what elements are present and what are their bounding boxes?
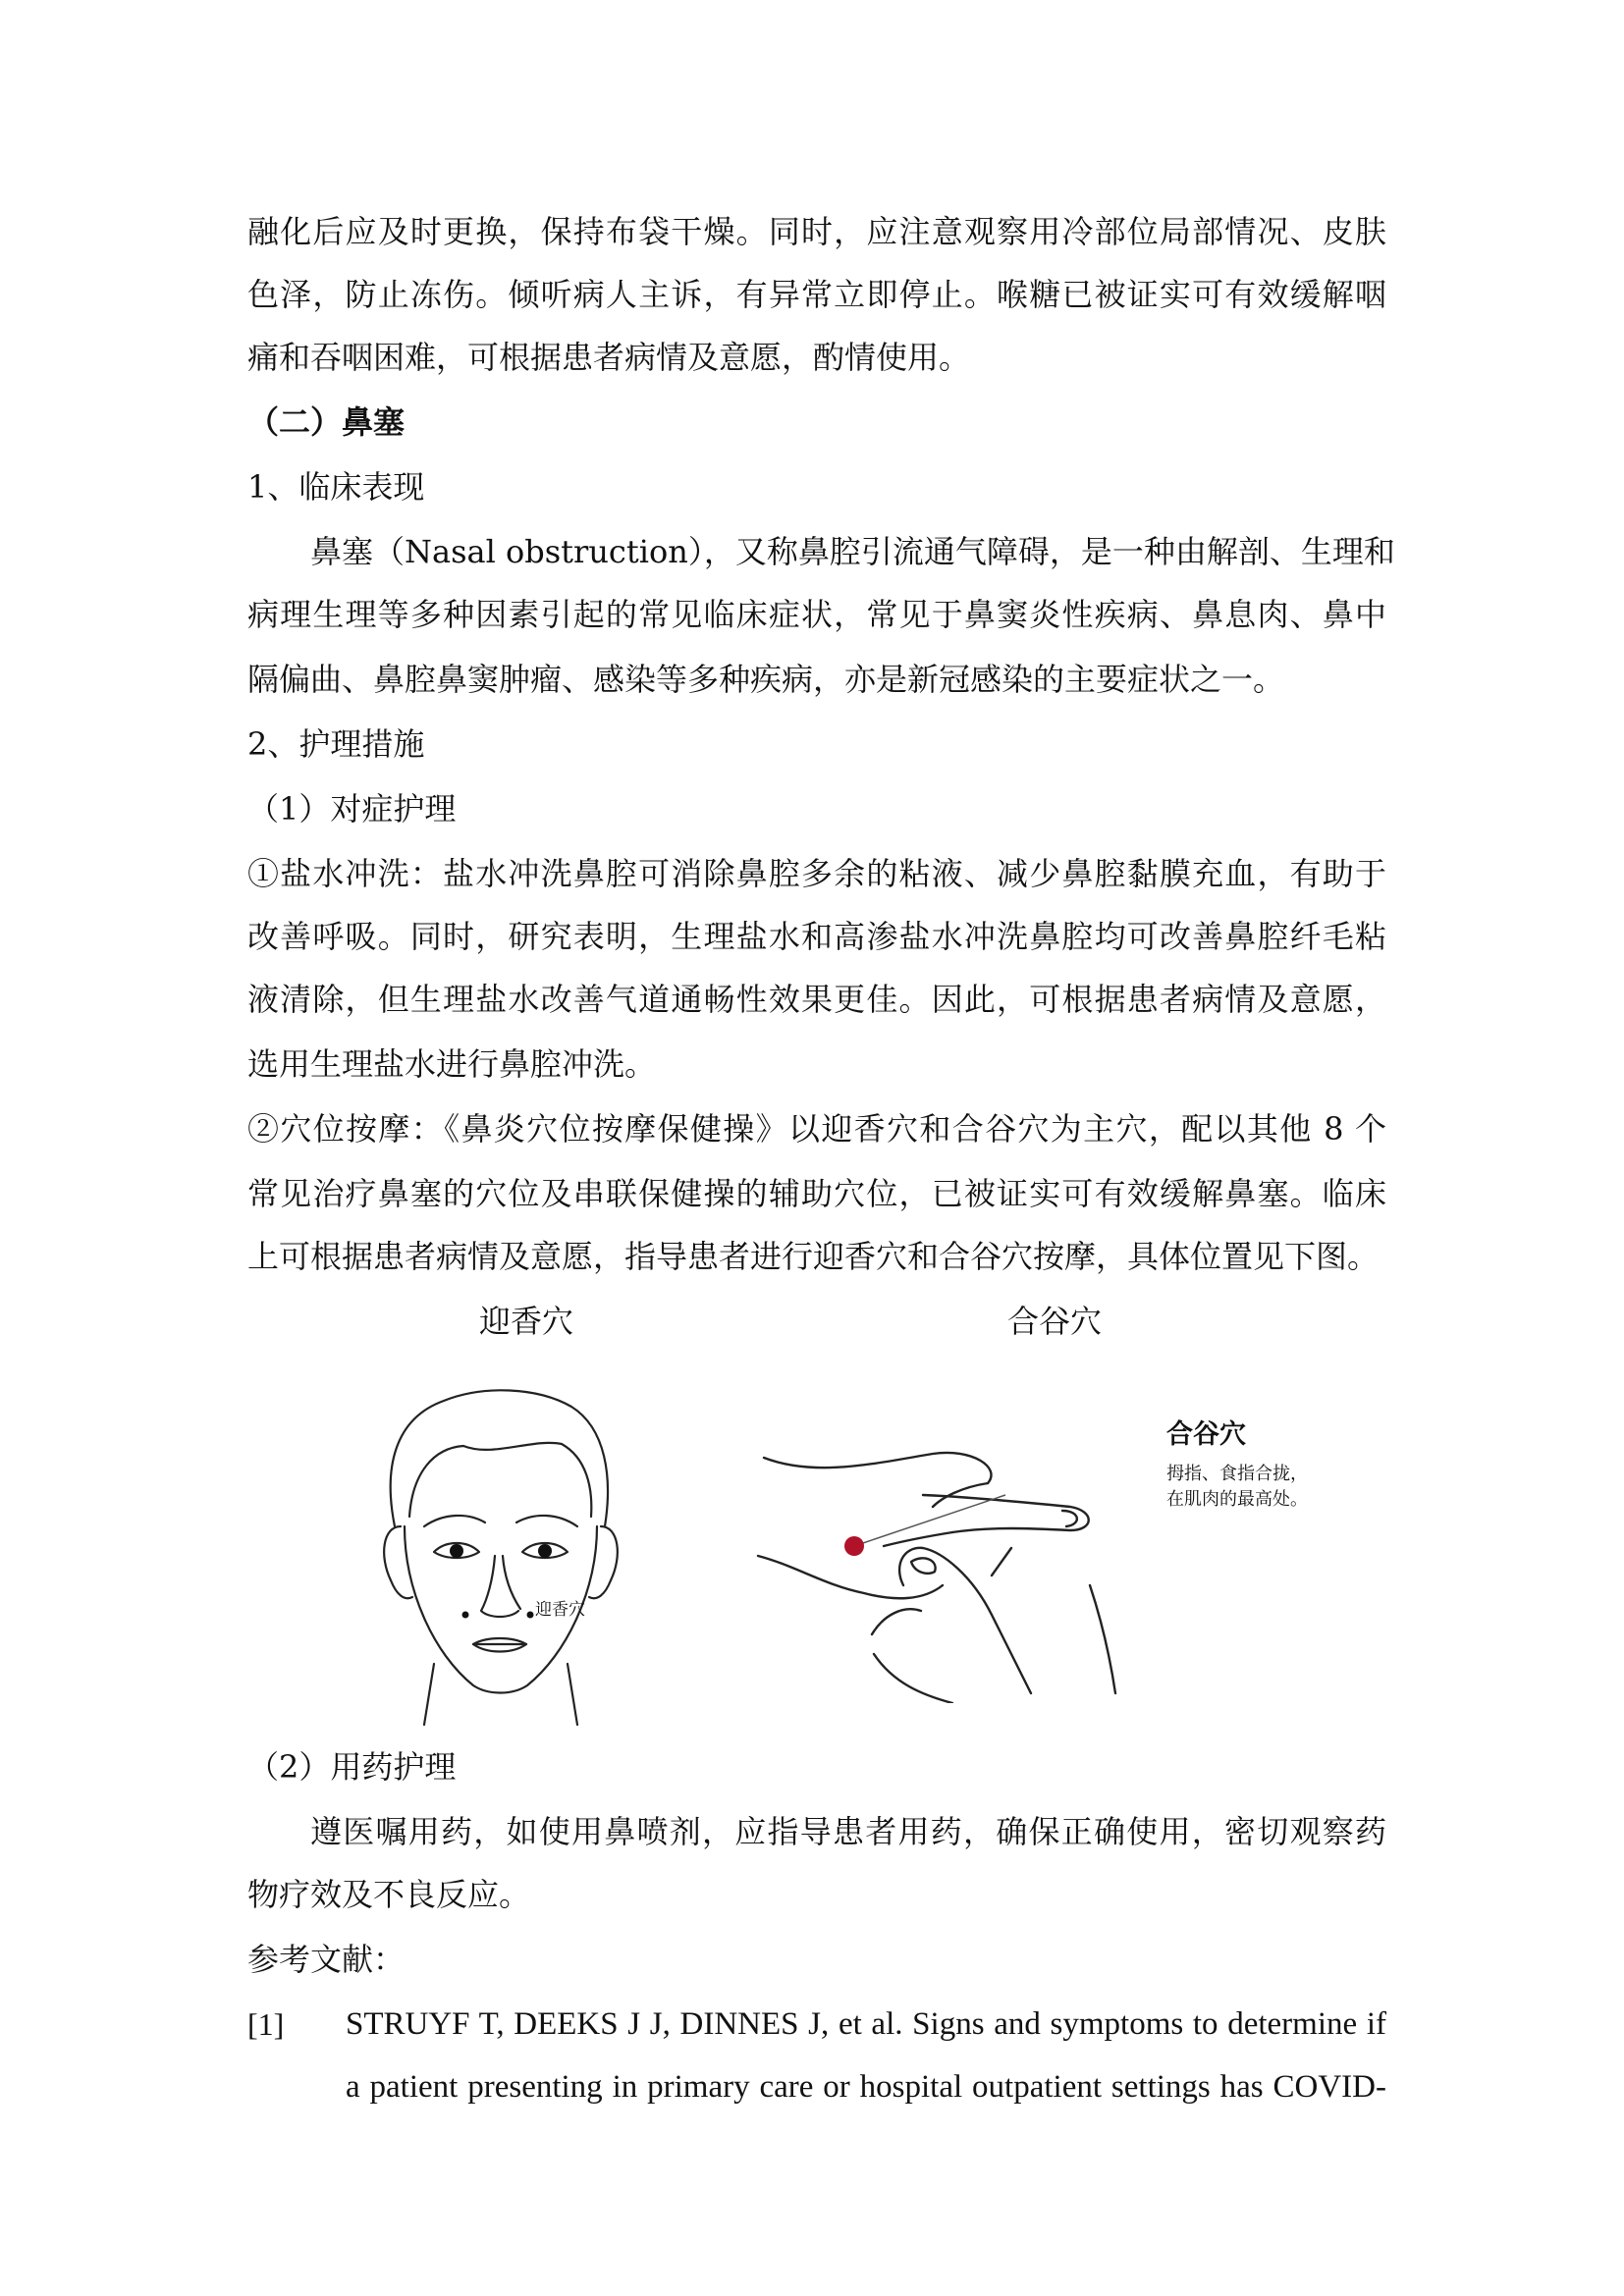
- paragraph-line: 痛和吞咽困难，可根据患者病情及意愿，酌情使用。: [247, 339, 971, 376]
- paragraph-line: 上可根据患者病情及意愿，指导患者进行迎香穴和合谷穴按摩，具体位置见下图。: [247, 1238, 1380, 1275]
- paragraph-line: 隔偏曲、鼻腔鼻窦肿瘤、感染等多种疾病，亦是新冠感染的主要症状之一。: [247, 661, 1285, 698]
- paragraph-line: 色泽，防止冻伤。倾听病人主诉，有异常立即停止。喉糖已被证实可有效缓解咽: [247, 276, 1386, 313]
- figure-caption-right: 合谷穴: [1007, 1303, 1103, 1340]
- paragraph-line: 遵医嘱用药，如使用鼻喷剂，应指导患者用药，确保正确使用，密切观察药: [310, 1813, 1386, 1850]
- subsection-heading: 1、临床表现: [247, 468, 425, 506]
- paragraph-line: 液清除，但生理盐水改善气道通畅性效果更佳。因此，可根据患者病情及意愿，: [247, 981, 1386, 1018]
- reference-number: [1]: [247, 2006, 285, 2042]
- references-heading: 参考文献：: [247, 1941, 406, 1978]
- yingxiang-point-right: [527, 1612, 534, 1619]
- section-heading: （二）鼻塞: [247, 403, 406, 441]
- face-illustration: [365, 1379, 632, 1728]
- face-point-label: 迎香穴: [535, 1600, 585, 1620]
- paragraph-line: 物疗效及不良反应。: [247, 1876, 531, 1913]
- hand-illustration: [756, 1428, 1168, 1703]
- subsection-heading: 2、护理措施: [247, 725, 425, 763]
- paragraph-line: ②穴位按摩：《鼻炎穴位按摩保健操》以迎香穴和合谷穴为主穴，配以其他 8 个: [247, 1110, 1386, 1148]
- hegu-point-marker: [844, 1536, 864, 1556]
- paragraph-line: 改善呼吸。同时，研究表明，生理盐水和高渗盐水冲洗鼻腔均可改善鼻腔纤毛粘: [247, 918, 1386, 955]
- reference-line: STRUYF T, DEEKS J J, DINNES J, et al. Signs and symptoms to determine if: [346, 2006, 1386, 2042]
- paragraph-line: 融化后应及时更换，保持布袋干燥。同时，应注意观察用冷部位局部情况、皮肤: [247, 213, 1386, 250]
- paragraph-line: 选用生理盐水进行鼻腔冲洗。: [247, 1045, 657, 1083]
- hand-desc-line: 拇指、食指合拢，: [1166, 1464, 1308, 1484]
- paragraph-line: 常见治疗鼻塞的穴位及串联保健操的辅助穴位，已被证实可有效缓解鼻塞。临床: [247, 1175, 1386, 1212]
- item-heading: （2）用药护理: [247, 1748, 457, 1786]
- hand-desc-line: 在肌肉的最高处。: [1166, 1489, 1308, 1510]
- paragraph-line: 鼻塞（Nasal obstruction），又称鼻腔引流通气障碍，是一种由解剖、生理和: [310, 533, 1395, 570]
- yingxiang-point-left: [462, 1612, 469, 1619]
- reference-line: a patient presenting in primary care or hospital outpatient settings has COVID-: [346, 2069, 1386, 2105]
- paragraph-line: 病理生理等多种因素引起的常见临床症状，常见于鼻窦炎性疾病、鼻息肉、鼻中: [247, 596, 1386, 633]
- figure-caption-left: 迎香穴: [479, 1303, 574, 1340]
- paragraph-line: ①盐水冲洗：盐水冲洗鼻腔可消除鼻腔多余的粘液、减少鼻腔黏膜充血，有助于: [247, 855, 1386, 892]
- item-heading: （1）对症护理: [247, 790, 457, 828]
- hand-title: 合谷穴: [1166, 1419, 1246, 1450]
